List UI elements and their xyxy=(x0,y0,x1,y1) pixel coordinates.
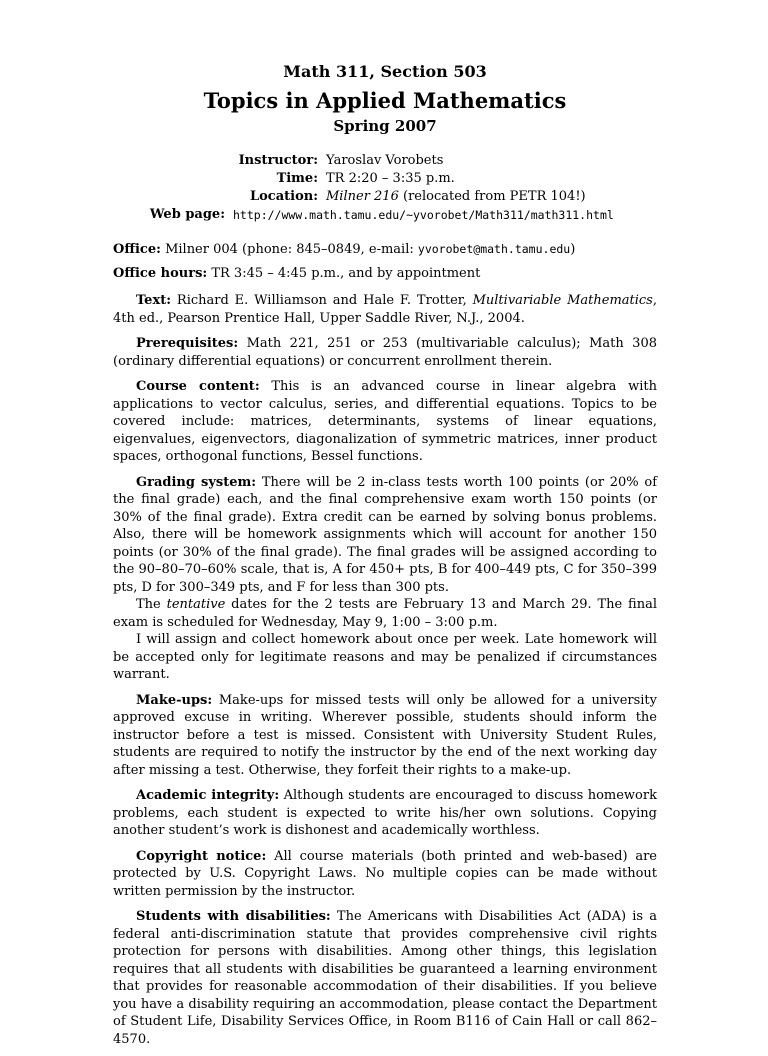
content-body: This is an advanced course in linear algebra with applications to vector calculus, series, and differential equations. Topics to be covered include: matrices, determinants, systems of linear equations, eigenvalues, eigenvectors, diagonalization of symmetric matrices, inner product spaces, orthogonal functions, Bessel functions. xyxy=(113,379,657,464)
web-url-link[interactable]: http://www.math.tamu.edu/~yvorobet/Math311/math311.html xyxy=(233,208,614,222)
copyright-label: Copyright notice: xyxy=(136,848,267,864)
disabilities-body: The Americans with Disabilities Act (ADA) is a federal anti-discrimination statute that provides comprehensive civil rights protection for persons with disabilities. Among other things, this legislation requires that all students with disabilities be guaranteed a learning environment that provides for reasonable accommodation of their disabilities. If you believe you have a disability requiring an accommodation, please contact the Department of Student Life, Disability Services Office, in Room B116 of Cain Hall or call 862–4570. xyxy=(113,909,657,1047)
instructor-label: Instructor: xyxy=(238,153,318,168)
prerequisites-label: Prerequisites: xyxy=(136,336,239,351)
location-label: Location: xyxy=(249,189,318,204)
text-before: Richard E. Williamson and Hale F. Trotter, xyxy=(176,293,467,308)
office-hours-label: Office hours: xyxy=(113,266,208,281)
makeups-label: Make-ups: xyxy=(136,692,213,708)
term: Spring 2007 xyxy=(333,117,437,135)
text-book-title: Multivariable Mathematics xyxy=(472,293,653,308)
web-label: Web page: xyxy=(149,207,225,222)
time-label: Time: xyxy=(276,171,318,186)
disabilities-label: Students with disabilities: xyxy=(136,909,331,924)
grading-dates xyxy=(113,596,657,631)
makeups-section xyxy=(113,692,657,780)
grading-body: There will be 2 in-class tests worth 100 points (or 20% of the final grade) each, and the final comprehensive exam worth 150 points (or 30% of the final grade). Extra credit can be earned by solving bonus problems. Also, there will be homework assignments which will account for another 150 points (or 30% of the final grade). The final grades will be assigned according to the 90–80–70–60% scale, that is, A for 450+ pts, B for 400–449 pts, C for 350–399 pts, D for 300–349 pts, and F for less than 300 pts. xyxy=(113,474,658,595)
grading-dates-em: tentative xyxy=(166,597,226,612)
course-info-block xyxy=(113,152,657,224)
content-section xyxy=(113,378,657,466)
office-text: Milner 004 (phone: 845–0849, e-mail: xyxy=(165,242,414,257)
office-hours-text: TR 3:45 – 4:45 p.m., and by appointment xyxy=(211,266,481,281)
text-after: , 4th ed., Pearson Prentice Hall, Upper Saddle River, N.J., 2004. xyxy=(113,293,657,326)
office-close: ) xyxy=(570,242,576,257)
grading-homework: I will assign and collect homework about once per week. Late homework will be accepted only for legitimate reasons and may be penalized if circumstances warrant. xyxy=(113,632,657,682)
page-title: Topics in Applied Mathematics xyxy=(203,88,567,113)
integrity-body: Although students are encouraged to discuss homework problems, each student is expected to write his/her own solutions. Copying another student’s work is dishonest and academically worthless. xyxy=(113,788,657,838)
time-value: TR 2:20 – 3:35 p.m. xyxy=(326,171,455,186)
copyright-section xyxy=(113,848,657,901)
office-label: Office: xyxy=(113,242,161,257)
grading-dates-post: dates for the 2 tests are February 13 and March 29. The final exam is scheduled for Wednesday, May 9, 1:00 – 3:00 p.m. xyxy=(113,597,658,630)
prerequisites-body: Math 221, 251 or 253 (multivariable calculus); Math 308 (ordinary differential equations) or concurrent enrollment therein. xyxy=(113,336,657,369)
integrity-section xyxy=(113,787,657,840)
content-label: Course content: xyxy=(136,379,260,394)
location-room: Milner 216 xyxy=(326,189,399,204)
instructor-value: Yaroslav Vorobets xyxy=(326,153,444,168)
grading-label: Grading system: xyxy=(136,474,257,490)
office-line xyxy=(113,240,657,259)
office-hours-line xyxy=(113,265,657,283)
instructor-row xyxy=(113,152,657,170)
email-link[interactable]: yvorobet@math.tamu.edu xyxy=(417,242,571,256)
grading-dates-pre: The xyxy=(136,597,161,612)
location-note: (relocated from PETR 104!) xyxy=(403,189,586,204)
makeups-body: Make-ups for missed tests will only be allowed for a university approved excuse in writing. Wherever possible, students should inform the instructor before a test is missed. Consistent with University Student Rules, students are required to notify the instructor by the end of the next working day after missing a test. Otherwise, they forfeit their rights to a make-up. xyxy=(113,692,658,778)
copyright-body: All course materials (both printed and web-based) are protected by U.S. Copyright Laws. No multiple copies can be made without written permission by the instructor. xyxy=(113,848,657,899)
disabilities-section xyxy=(113,908,657,1048)
course-number: Math 311, Section 503 xyxy=(283,62,487,81)
text-section xyxy=(113,292,657,327)
time-row xyxy=(113,170,657,188)
syllabus-page xyxy=(113,62,657,1056)
grading-section xyxy=(113,474,657,597)
integrity-label: Academic integrity: xyxy=(136,788,280,803)
text-label: Text: xyxy=(136,293,172,308)
prerequisites-section xyxy=(113,335,657,370)
location-row xyxy=(113,188,657,206)
web-row xyxy=(113,206,657,224)
